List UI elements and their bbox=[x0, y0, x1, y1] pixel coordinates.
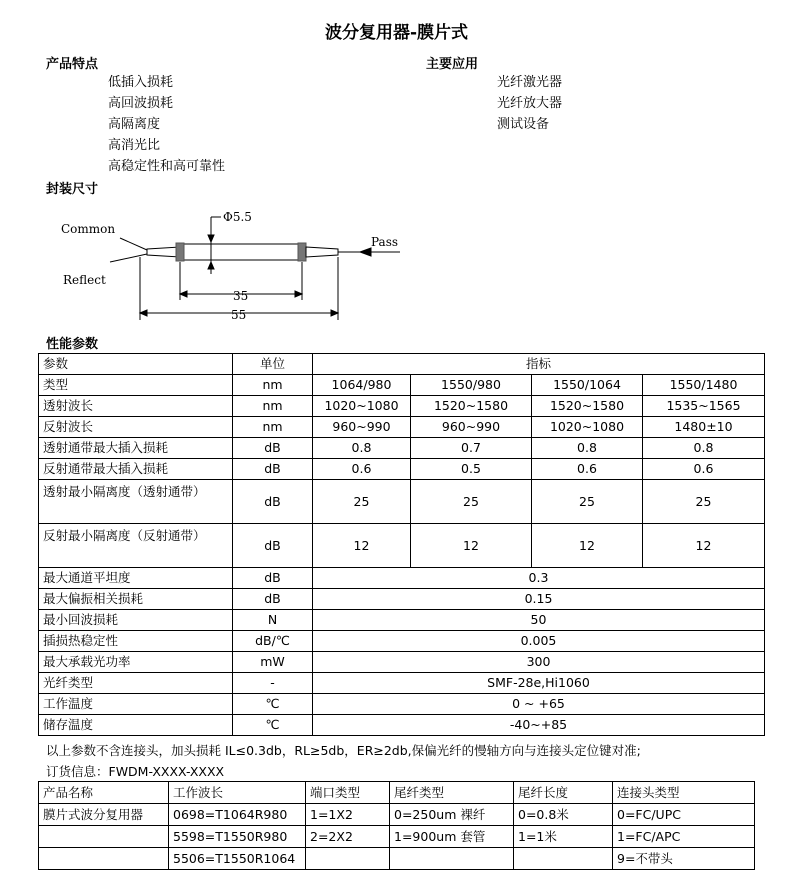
label-pass: Pass bbox=[371, 235, 399, 249]
row-param: 光纤类型 bbox=[39, 673, 233, 694]
feature-item: 高回波损耗 bbox=[108, 96, 174, 111]
left-boot bbox=[147, 247, 180, 257]
row-param: 透射最小隔离度（透射通带） bbox=[39, 480, 233, 524]
ordering-header-cell: 连接头类型 bbox=[613, 782, 755, 804]
application-item: 光纤放大器 bbox=[497, 96, 563, 111]
row-value: SMF-28e,Hi1060 bbox=[313, 673, 765, 694]
table-row bbox=[39, 694, 765, 715]
ordering-cell: 0=0.8米 bbox=[514, 804, 613, 826]
row-param: 最大通道平坦度 bbox=[39, 568, 233, 589]
row-unit: N bbox=[233, 610, 313, 631]
row-value: 960~990 bbox=[411, 417, 532, 438]
feature-item: 高隔离度 bbox=[108, 117, 161, 132]
ordering-cell: 5598=T1550R980 bbox=[169, 826, 306, 848]
row-value: 12 bbox=[643, 524, 765, 568]
table-row bbox=[39, 396, 765, 417]
applications-list bbox=[497, 72, 562, 135]
row-unit: dB bbox=[233, 480, 313, 524]
row-value: 960~990 bbox=[313, 417, 411, 438]
row-value: 1550/1480 bbox=[643, 375, 765, 396]
table-row bbox=[39, 524, 765, 568]
ordering-cell: 1=FC/APC bbox=[613, 826, 755, 848]
ordering-cell: 膜片式波分复用器 bbox=[39, 804, 169, 826]
row-value: 0.8 bbox=[532, 438, 643, 459]
label-diameter: Φ5.5 bbox=[223, 210, 252, 224]
ordering-header-row bbox=[39, 782, 755, 804]
header-spec: 指标 bbox=[313, 354, 765, 375]
row-value: 25 bbox=[532, 480, 643, 524]
ordering-cell: 1=900um 套管 bbox=[390, 826, 514, 848]
row-value: 1535~1565 bbox=[643, 396, 765, 417]
row-value: 0.6 bbox=[643, 459, 765, 480]
ordering-header-cell: 工作波长 bbox=[169, 782, 306, 804]
ordering-cell: 0698=T1064R980 bbox=[169, 804, 306, 826]
ordering-cell: 0=FC/UPC bbox=[613, 804, 755, 826]
table-row bbox=[39, 459, 765, 480]
ordering-header-cell: 产品名称 bbox=[39, 782, 169, 804]
ordering-cell: 1=1米 bbox=[514, 826, 613, 848]
row-value: 1020~1080 bbox=[313, 396, 411, 417]
applications-heading: 主要应用 bbox=[426, 57, 479, 72]
row-param: 工作温度 bbox=[39, 694, 233, 715]
row-param: 最大偏振相关损耗 bbox=[39, 589, 233, 610]
row-param: 类型 bbox=[39, 375, 233, 396]
row-unit: ℃ bbox=[233, 715, 313, 736]
label-35: 35 bbox=[233, 289, 249, 303]
feature-item: 低插入损耗 bbox=[108, 75, 174, 90]
ordering-cell: 9=不带头 bbox=[613, 848, 755, 870]
row-value: 1520~1580 bbox=[532, 396, 643, 417]
table-row bbox=[39, 375, 765, 396]
row-unit: dB bbox=[233, 524, 313, 568]
ordering-header-cell: 尾纤类型 bbox=[390, 782, 514, 804]
row-value: 0.3 bbox=[313, 568, 765, 589]
ordering-row bbox=[39, 826, 755, 848]
features-heading: 产品特点 bbox=[46, 57, 99, 72]
row-value: 25 bbox=[643, 480, 765, 524]
row-param: 最小回波损耗 bbox=[39, 610, 233, 631]
label-reflect: Reflect bbox=[63, 273, 106, 287]
row-value: 0.6 bbox=[532, 459, 643, 480]
row-unit: dB bbox=[233, 459, 313, 480]
application-item: 测试设备 bbox=[497, 117, 550, 132]
table-row bbox=[39, 610, 765, 631]
table-row bbox=[39, 715, 765, 736]
ordering-row bbox=[39, 848, 755, 870]
row-value: 1550/980 bbox=[411, 375, 532, 396]
ordering-label: 订货信息：FWDM-XXXX-XXXX bbox=[46, 764, 225, 779]
row-param: 反射通带最大插入损耗 bbox=[39, 459, 233, 480]
row-unit: nm bbox=[233, 375, 313, 396]
table-row bbox=[39, 673, 765, 694]
reflect-fiber bbox=[110, 254, 147, 262]
header-param: 参数 bbox=[39, 354, 233, 375]
row-param: 透射通带最大插入损耗 bbox=[39, 438, 233, 459]
table-row bbox=[39, 589, 765, 610]
feature-item: 高消光比 bbox=[108, 138, 161, 153]
row-value: 0.15 bbox=[313, 589, 765, 610]
label-common: Common bbox=[61, 222, 116, 236]
row-param: 反射最小隔离度（反射通带） bbox=[39, 524, 233, 568]
row-value: 1480±10 bbox=[643, 417, 765, 438]
row-unit: dB bbox=[233, 568, 313, 589]
table-row bbox=[39, 631, 765, 652]
note-text: 以上参数不含连接头，加头损耗 IL≤0.3db，RL≥5db，ER≥2db,保偏光纤的慢轴方向与连接头定位键对准; bbox=[46, 743, 641, 758]
row-value: 0.8 bbox=[313, 438, 411, 459]
ordering-cell: 1=1X2 bbox=[306, 804, 390, 826]
row-param: 插损热稳定性 bbox=[39, 631, 233, 652]
row-unit: nm bbox=[233, 396, 313, 417]
row-value: 50 bbox=[313, 610, 765, 631]
row-value: 12 bbox=[532, 524, 643, 568]
row-param: 最大承载光功率 bbox=[39, 652, 233, 673]
right-boot bbox=[306, 247, 338, 257]
ordering-cell: 0=250um 裸纤 bbox=[390, 804, 514, 826]
row-value: 0.005 bbox=[313, 631, 765, 652]
row-unit: dB/℃ bbox=[233, 631, 313, 652]
device-body bbox=[180, 244, 302, 260]
row-value: 0.8 bbox=[643, 438, 765, 459]
ordering-header-cell: 端口类型 bbox=[306, 782, 390, 804]
features-list bbox=[108, 72, 225, 177]
table-row bbox=[39, 652, 765, 673]
row-value: 0.5 bbox=[411, 459, 532, 480]
table-row bbox=[39, 480, 765, 524]
row-param: 储存温度 bbox=[39, 715, 233, 736]
row-value: 1064/980 bbox=[313, 375, 411, 396]
row-value: 0.7 bbox=[411, 438, 532, 459]
row-value: 0.6 bbox=[313, 459, 411, 480]
ordering-cell bbox=[390, 848, 514, 870]
package-diagram bbox=[55, 202, 415, 327]
ordering-header-cell: 尾纤长度 bbox=[514, 782, 613, 804]
row-value: 1020~1080 bbox=[532, 417, 643, 438]
performance-heading: 性能参数 bbox=[46, 337, 99, 352]
table-row bbox=[39, 438, 765, 459]
package-heading: 封装尺寸 bbox=[46, 182, 99, 197]
row-value: 1520~1580 bbox=[411, 396, 532, 417]
row-unit: dB bbox=[233, 438, 313, 459]
row-unit: mW bbox=[233, 652, 313, 673]
row-value: 25 bbox=[313, 480, 411, 524]
ordering-table bbox=[38, 781, 755, 870]
ordering-row bbox=[39, 804, 755, 826]
row-value: -40~+85 bbox=[313, 715, 765, 736]
ordering-cell: 5506=T1550R1064 bbox=[169, 848, 306, 870]
page-title: 波分复用器-膜片式 bbox=[324, 23, 469, 43]
table-row bbox=[39, 417, 765, 438]
performance-table bbox=[38, 353, 765, 736]
common-fiber bbox=[120, 238, 147, 250]
row-unit: - bbox=[233, 673, 313, 694]
ordering-cell bbox=[39, 826, 169, 848]
row-unit: dB bbox=[233, 589, 313, 610]
left-cap bbox=[176, 243, 184, 261]
row-value: 25 bbox=[411, 480, 532, 524]
row-value: 12 bbox=[313, 524, 411, 568]
pass-arrow bbox=[360, 248, 371, 256]
table-row bbox=[39, 568, 765, 589]
row-value: 12 bbox=[411, 524, 532, 568]
row-value: 1550/1064 bbox=[532, 375, 643, 396]
row-value: 0 ~ +65 bbox=[313, 694, 765, 715]
row-param: 透射波长 bbox=[39, 396, 233, 417]
ordering-cell bbox=[514, 848, 613, 870]
ordering-cell bbox=[306, 848, 390, 870]
row-unit: ℃ bbox=[233, 694, 313, 715]
row-value: 300 bbox=[313, 652, 765, 673]
table-header-row bbox=[39, 354, 765, 375]
application-item: 光纤激光器 bbox=[497, 75, 563, 90]
row-param: 反射波长 bbox=[39, 417, 233, 438]
header-unit: 单位 bbox=[233, 354, 313, 375]
ordering-cell: 2=2X2 bbox=[306, 826, 390, 848]
feature-item: 高稳定性和高可靠性 bbox=[108, 159, 226, 174]
label-55: 55 bbox=[231, 308, 247, 322]
right-cap bbox=[298, 243, 306, 261]
row-unit: nm bbox=[233, 417, 313, 438]
ordering-cell bbox=[39, 848, 169, 870]
